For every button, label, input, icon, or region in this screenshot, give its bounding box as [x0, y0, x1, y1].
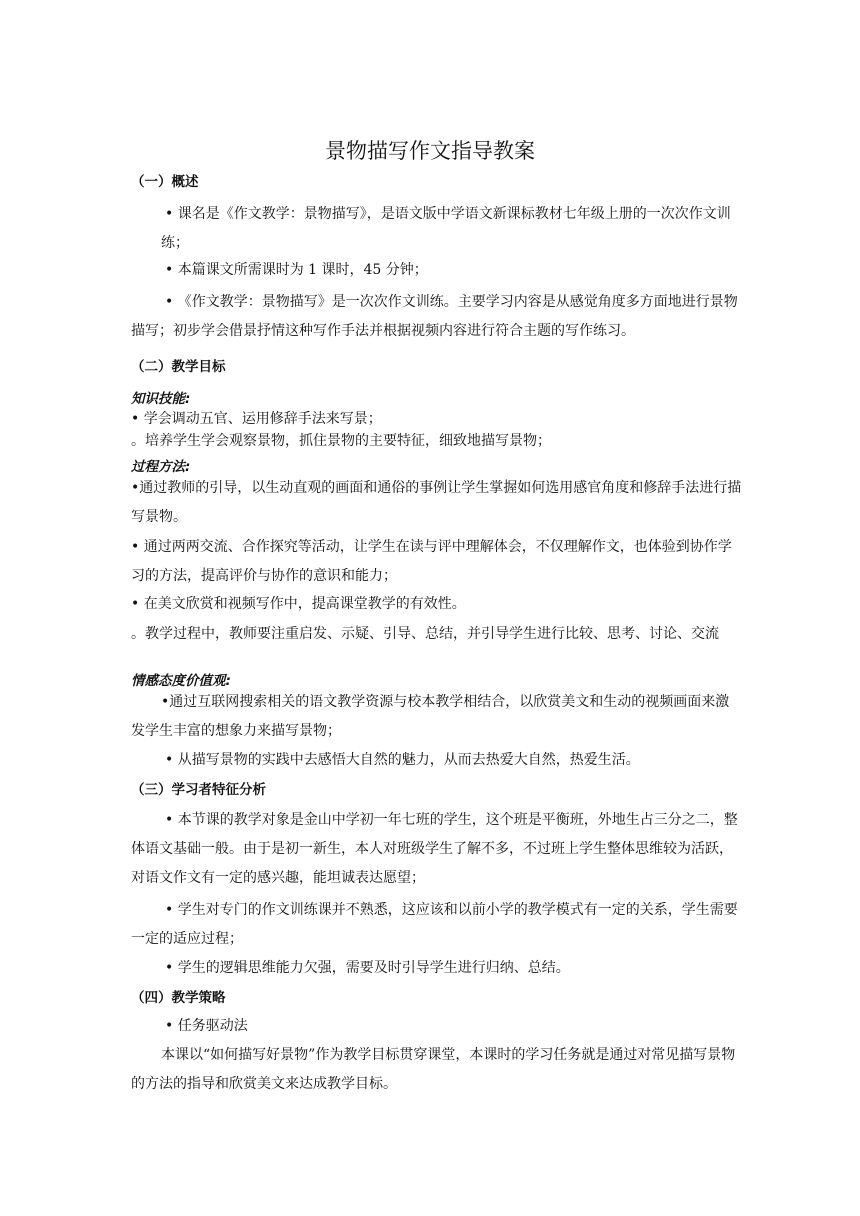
subheading-process: 过程方法: — [131, 459, 191, 475]
learners-item-2: • 学生对专门的作文训练课并不熟悉，这应该和以前小学的教学模式有一定的关系，学生需要一定的适应过程； — [131, 902, 738, 947]
overview-item-2: • 本篇课文所需课时为 1 课时，45 分钟； — [165, 262, 428, 278]
section-heading-strategy: （四）教学策略 — [131, 990, 226, 1006]
overview-item-1: • 课名是《作文教学：景物描写》，是语文版中学语文新课标教材七年级上册的一次次作文训练； — [161, 206, 731, 251]
section-heading-goals: （二）教学目标 — [131, 359, 226, 375]
knowledge-item-1: • 学会调动五官、运用修辞手法来写景； — [131, 411, 382, 427]
strategy-paragraph: 本课以“如何描写好景物”作为教学目标贯穿课堂，本课时的学习任务就是通过对常见描写景物的方法的指导和欣赏美文来达成教学目标。 — [131, 1047, 736, 1092]
process-item-2: • 通过两两交流、合作探究等活动，让学生在读与评中理解体会，不仅理解作文，也体验到协作学习的方法，提高评价与协作的意识和能力； — [131, 539, 732, 584]
attitude-item-1: •通过互联网搜索相关的语文教学资源与校本教学相结合，以欣赏美文和生动的视频画面来激发学生丰富的想象力来描写景物； — [131, 694, 730, 739]
subheading-attitude: 情感态度价值观: — [131, 673, 231, 689]
overview-item-3: • 《作文教学：景物描写》是一次次作文训练。主要学习内容是从感觉角度多方面地进行景物描写；初步学会借景抒情这种写作手法并根据视频内容进行符合主题的写作练习。 — [131, 294, 738, 339]
process-item-1: •通过教师的引导，以生动直观的画面和通俗的事例让学生掌握如何选用感官角度和修辞手法进行描写景物。 — [131, 480, 742, 525]
strategy-item-1: • 任务驱动法 — [165, 1018, 248, 1034]
section-heading-overview: （一）概述 — [131, 174, 199, 190]
learners-item-1: • 本节课的教学对象是金山中学初一年七班的学生，这个班是平衡班，外地生占三分之二，整体语文基础一般。由于是初一新生，本人对班级学生了解不多，不过班上学生整体思维较为活跃，对语文作文有一定的感兴趣，能坦诚表达愿望； — [131, 812, 738, 886]
learners-item-3: • 学生的逻辑思维能力欠强，需要及时引导学生进行归纳、总结。 — [165, 960, 570, 976]
section-heading-learners: （三）学习者特征分析 — [131, 782, 266, 798]
subheading-knowledge: 知识技能: — [131, 391, 191, 407]
process-item-3: • 在美文欣赏和视频写作中，提高课堂教学的有效性。 — [131, 596, 466, 612]
knowledge-item-2: 。培养学生学会观察景物，抓住景物的主要特征，细致地描写景物； — [131, 433, 551, 449]
process-item-4: 。教学过程中，教师要注重启发、示疑、引导、总结，并引导学生进行比较、思考、讨论、交流 — [131, 626, 719, 642]
attitude-item-2: • 从描写景物的实践中去感悟大自然的魅力，从而去热爱大自然，热爱生活。 — [165, 752, 640, 768]
document-title: 景物描写作文指导教案 — [325, 139, 535, 163]
